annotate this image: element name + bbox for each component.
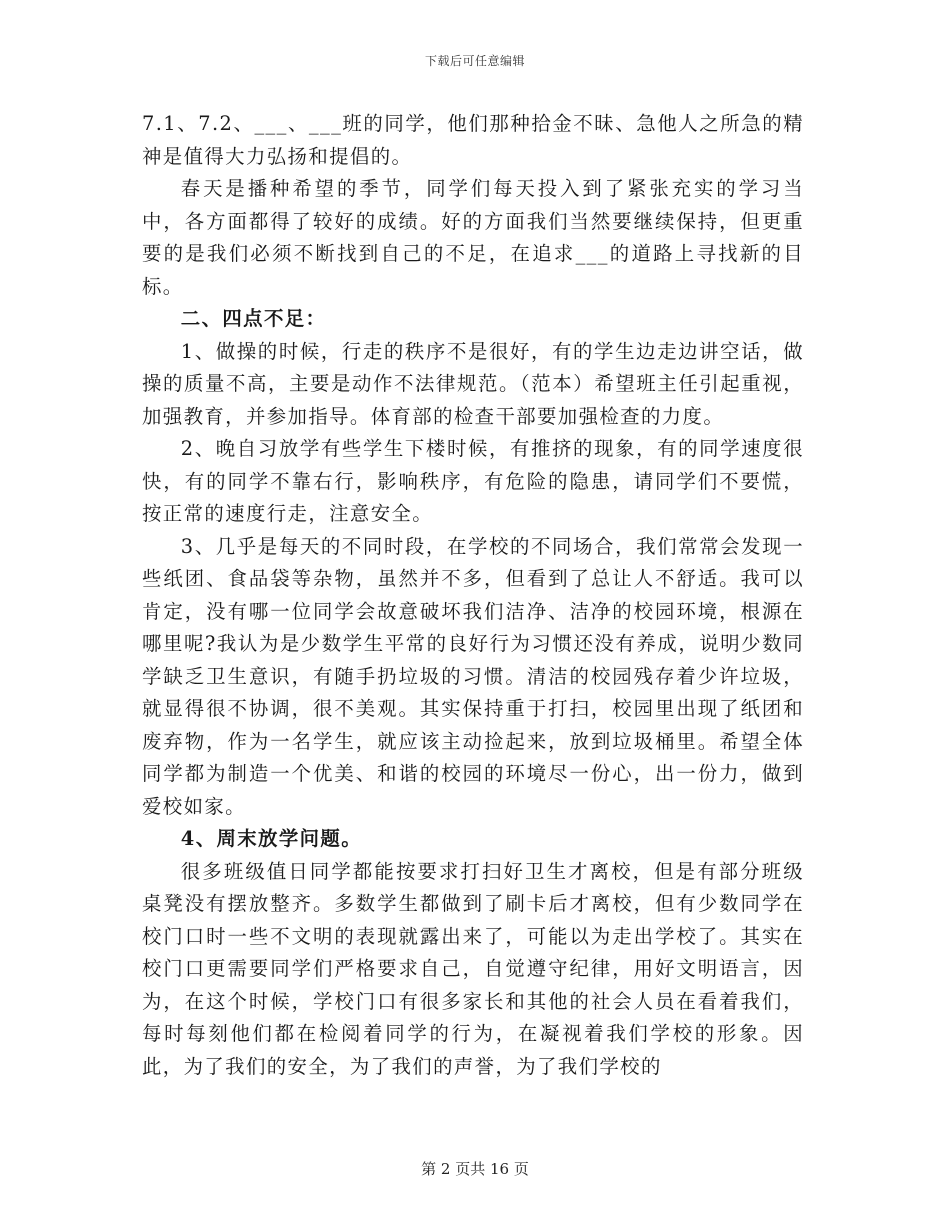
paragraph-point-2: 2、晚自习放学有些学生下楼时候，有推挤的现象，有的同学速度很快，有的同学不靠右行，影响秩序，有危险的隐患，请同学们不要慌，按正常的速度行走，注意安全。 xyxy=(142,437,804,525)
paragraph-spring: 春天是播种希望的季节，同学们每天投入到了紧张充实的学习当中，各方面都得了较好的成绩。好的方面我们当然要继续保持，但更重要的是我们必须不断找到自己的不足，在追求___的道路上寻找新的目标。 xyxy=(142,177,804,298)
paragraph-commendation: 7.1、7.2、___、___班的同学，他们那种拾金不昧、急他人之所急的精神是值得大力弘扬和提倡的。 xyxy=(142,112,804,168)
paragraph-point-1: 1、做操的时候，行走的秩序不是很好，有的学生边走边讲空话，做操的质量不高，主要是动作不法律规范。（范本）希望班主任引起重视，加强教育，并参加指导。体育部的检查干部要加强检查的力度。 xyxy=(142,339,804,428)
page-header: 下载后可任意编辑 xyxy=(424,54,525,68)
document-body xyxy=(142,108,804,1083)
subheading-weekend-dismissal: 4、周末放学问题。 xyxy=(180,827,363,850)
section-heading-shortcomings: 二、四点不足： xyxy=(180,307,327,330)
paragraph-weekend-dismissal: 很多班级值日同学都能按要求打扫好卫生才离校，但是有部分班级桌凳没有摆放整齐。多数学生都做到了刷卡后才离校，但有少数同学在校门口时一些不文明的表现就露出来了，可能以为走出学校了。其实在校门口更需要同学们严格要求自己，自觉遵守纪律，用好文明语言，因为，在这个时候，学校门口有很多家长和其他的社会人员在看着我们，每时每刻他们都在检阅着同学的行为，在凝视着我们学校的形象。因此，为了我们的安全，为了我们的声誉，为了我们学校的 xyxy=(142,859,804,1078)
paragraph-point-3: 3、几乎是每天的不同时段，在学校的不同场合，我们常常会发现一些纸团、食品袋等杂物，虽然并不多，但看到了总让人不舒适。我可以肯定，没有哪一位同学会故意破坏我们洁净、洁净的校园环境，根源在哪里呢?我认为是少数学生平常的良好行为习惯还没有养成，说明少数同学缺乏卫生意识，有随手扔垃圾的习惯。清洁的校园残存着少许垃圾，就显得很不协调，很不美观。其实保持重于打扫，校园里出现了纸团和废弃物，作为一名学生，就应该主动捡起来，放到垃圾桶里。希望全体同学都为制造一个优美、和谐的校园的环境尽一份心，出一份力，做到爱校如家。 xyxy=(142,534,804,818)
page-footer: 第 2 页共 16 页 xyxy=(421,1160,529,1178)
